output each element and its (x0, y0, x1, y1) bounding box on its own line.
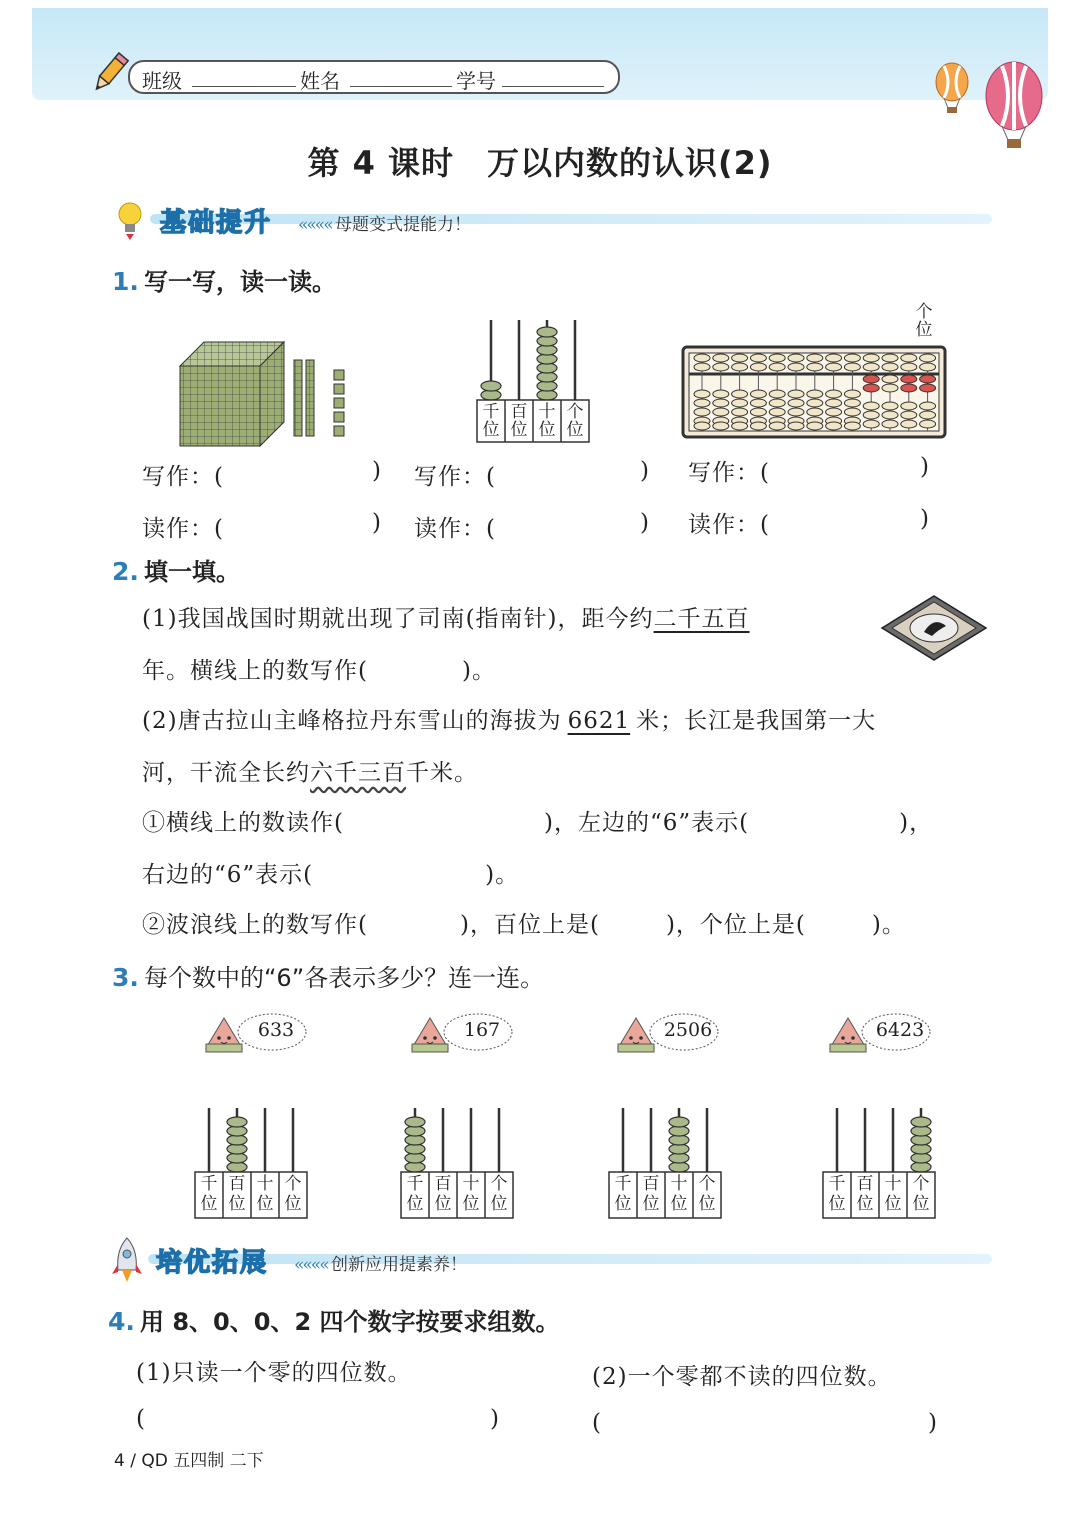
q3-place-label: 个位 (490, 1174, 508, 1214)
q3-place-label: 十位 (462, 1174, 480, 1214)
abacus-lower-bead (901, 375, 917, 383)
abacus-lower-bead (807, 390, 823, 398)
q1-a-read-close: ) (372, 510, 382, 536)
abacus-lower-bead (732, 390, 748, 398)
q1-c-read-open: 读作：( (688, 512, 770, 538)
abacus-upper-bead (882, 363, 898, 371)
section-slogan-2: «««« 创新应用提素养！ (294, 1255, 468, 1275)
abacus-lower-bead (713, 399, 729, 407)
thousand-cube (180, 342, 284, 446)
abacus-lower-bead (713, 408, 729, 416)
q2-p1-text-c: )。 (461, 658, 496, 684)
q3-place-label: 百位 (642, 1174, 660, 1214)
abacus-lower-bead (844, 390, 860, 398)
abacus-lower-bead (750, 422, 766, 430)
abacus-upper-bead (694, 354, 710, 362)
q3-place-label: 个位 (698, 1174, 716, 1214)
q1-label-hundreds: 百位 (510, 402, 528, 440)
abacus-lower-bead (920, 375, 936, 383)
pencil-icon (90, 50, 130, 96)
q1-label-tens: 十位 (538, 402, 556, 440)
abacus-lower-bead (920, 402, 936, 410)
q4-sub1-close: ) (490, 1406, 500, 1432)
q2-s1-text-a: ①横线上的数读作( (142, 810, 344, 836)
q2-s1-text-d: 右边的“6”表示( (142, 862, 314, 888)
q3-number-value: 6423 (875, 1019, 925, 1041)
unit-cubes (334, 370, 344, 436)
q1-c-write-close: ) (920, 454, 930, 480)
abacus-lower-bead (807, 422, 823, 430)
page-footer: 4 / QD 五四制 二下 (114, 1451, 264, 1471)
abacus-upper-bead (769, 363, 785, 371)
q2-s1-text-b: )，左边的“6”表示( (543, 810, 750, 836)
q1-a-write-close: ) (372, 458, 382, 484)
abacus-upper-bead (750, 354, 766, 362)
q2-s2-text-a: ②波浪线上的数写作( (142, 912, 368, 938)
q2-s1-line2 (142, 856, 519, 889)
abacus-lower-bead (769, 422, 785, 430)
section-title: 基础提升 (160, 208, 273, 238)
q1-b-write-close: ) (640, 458, 650, 484)
abacus-lower-bead (788, 399, 804, 407)
abacus-lower-bead (863, 411, 879, 419)
abacus-upper-bead (826, 363, 842, 371)
abacus-lower-bead (901, 402, 917, 410)
abacus-lower-bead (807, 408, 823, 416)
section-slogan-2-text: 创新应用提素养！ (331, 1255, 468, 1275)
q3-place-label: 十位 (670, 1174, 688, 1214)
section-slogan-text: 母题变式提能力！ (335, 215, 472, 235)
q3-place-label: 千位 (828, 1174, 846, 1214)
abacus-lower-bead (713, 422, 729, 430)
abacus-lower-bead (882, 384, 898, 392)
base-ten-blocks (176, 338, 352, 450)
student-info-bar (128, 60, 620, 94)
compass-sinan-icon (876, 590, 990, 662)
abacus-lower-bead (901, 384, 917, 392)
q2-s2-text-b: )，百位上是( (459, 912, 600, 938)
abacus-lower-bead (788, 408, 804, 416)
q1-b-write-open: 写作：( (414, 464, 496, 490)
q1-c-read-close: ) (920, 506, 930, 532)
q2-p1-text-b: 年。横线上的数写作( (142, 658, 368, 684)
abacus-lower-bead (750, 408, 766, 416)
q4-sub1-open: ( (136, 1406, 146, 1432)
class-label: 班级 (142, 69, 182, 93)
q4-sub2-open: ( (592, 1410, 602, 1436)
abacus-lower-bead (826, 399, 842, 407)
abacus-lower-bead (807, 399, 823, 407)
q2-s2-text-d: )。 (871, 912, 906, 938)
q3-number-value: 633 (257, 1019, 295, 1041)
q2-s2-text-c: )，个位上是( (665, 912, 806, 938)
abacus-lower-bead (713, 390, 729, 398)
abacus-lower-bead (732, 422, 748, 430)
q2-p2-text-c: 河，干流全长约 (142, 760, 310, 786)
q2-s1-line1 (142, 804, 933, 837)
abacus-lower-bead (882, 402, 898, 410)
q2-p2-underlined: 6621 (567, 708, 631, 734)
abacus-upper-bead (713, 354, 729, 362)
abacus-lower-bead (826, 408, 842, 416)
q3-place-label: 千位 (614, 1174, 632, 1214)
abacus-upper-bead (901, 363, 917, 371)
abacus-lower-bead (920, 420, 936, 428)
section-bar (150, 214, 992, 224)
lesson-title: 第 4 课时 万以内数的认识(2) (307, 144, 773, 182)
q4-sub2-close: ) (928, 1410, 938, 1436)
q3-heading (112, 958, 544, 993)
abacus-upper-bead (920, 354, 936, 362)
abacus-lower-bead (863, 384, 879, 392)
q1-label-thousands: 千位 (482, 402, 500, 440)
abacus-lower-bead (901, 411, 917, 419)
abacus-lower-bead (844, 408, 860, 416)
q2-p2-text-d: 千米。 (406, 760, 478, 786)
abacus-lower-bead (863, 402, 879, 410)
abacus-lower-bead (750, 399, 766, 407)
abacus-lower-bead (882, 411, 898, 419)
q4-heading (108, 1302, 560, 1337)
q1-b-read-open: 读作：( (414, 516, 496, 542)
q2-s1-text-e: )。 (485, 862, 520, 888)
q4-text: 用 8、0、0、2 四个数字按要求组数。 (140, 1308, 560, 1336)
q3-place-label: 千位 (200, 1174, 218, 1214)
q4-sub2-answer-blank[interactable] (616, 1408, 916, 1438)
q2-p2-text-b: 米；长江是我国第一大 (636, 708, 877, 734)
abacus-upper-bead (807, 363, 823, 371)
q1-a-read-open: 读作：( (142, 516, 224, 542)
q3-text: 每个数中的“6”各表示多少？连一连。 (144, 964, 545, 992)
lightbulb-icon (116, 200, 144, 240)
abacus-lower-bead (694, 399, 710, 407)
q3-place-label: 个位 (912, 1174, 930, 1214)
abacus-upper-bead (694, 363, 710, 371)
q2-p2-line2 (142, 754, 478, 787)
abacus-lower-bead (769, 408, 785, 416)
abacus-lower-bead (826, 390, 842, 398)
q2-p1-line2 (142, 652, 496, 685)
q2-p2-text-a: (2)唐古拉山主峰格拉丹东雪山的海拔为 (142, 708, 562, 734)
q1-b-read-close: ) (640, 510, 650, 536)
q3-place-label: 百位 (434, 1174, 452, 1214)
q3-place-label: 千位 (406, 1174, 424, 1214)
abacus-lower-bead (769, 390, 785, 398)
q2-p1-line1 (142, 600, 750, 633)
abacus-lower-bead (732, 399, 748, 407)
abacus-lower-bead (769, 399, 785, 407)
q2-text: 填一填。 (144, 558, 240, 586)
q2-p1-text-a: (1)我国战国时期就出现了司南(指南针)，距今约 (142, 606, 654, 632)
q1-text: 写一写，读一读。 (144, 268, 336, 296)
q2-s2-line (142, 906, 906, 939)
abacus-upper-bead (863, 354, 879, 362)
q3-number-value: 2506 (663, 1019, 713, 1041)
abacus-upper-bead (732, 354, 748, 362)
abacus-lower-bead (844, 422, 860, 430)
abacus-lower-bead (826, 422, 842, 430)
abacus-upper-bead (826, 354, 842, 362)
q4-sub2: (2)一个零都不读的四位数。 (592, 1364, 892, 1390)
q2-heading (112, 552, 240, 587)
abacus-lower-bead (901, 420, 917, 428)
section-bar-2 (148, 1254, 992, 1264)
q4-sub1: (1)只读一个零的四位数。 (136, 1360, 412, 1386)
abacus-lower-bead (863, 420, 879, 428)
abacus-upper-bead (769, 354, 785, 362)
q3-place-label: 十位 (884, 1174, 902, 1214)
abacus-lower-bead (882, 375, 898, 383)
q1-label-ones: 个位 (566, 402, 584, 440)
q4-sub1-answer-blank[interactable] (160, 1404, 480, 1434)
abacus-upper-bead (844, 363, 860, 371)
q1-a-write-open: 写作：( (142, 464, 224, 490)
abacus-lower-bead (920, 411, 936, 419)
abacus-lower-bead (788, 390, 804, 398)
abacus-lower-bead (788, 422, 804, 430)
q2-p2-line1 (142, 702, 876, 735)
q2-s1-text-c: )， (899, 810, 934, 836)
abacus-upper-bead (713, 363, 729, 371)
q4-number: 4. (108, 1307, 135, 1336)
abacus-upper-bead (844, 354, 860, 362)
q3-place-label: 百位 (856, 1174, 874, 1214)
q3-number: 3. (112, 963, 139, 992)
class-blank[interactable] (192, 86, 296, 87)
abacus-upper-bead (732, 363, 748, 371)
q1-number: 1. (112, 267, 139, 296)
abacus-lower-bead (920, 384, 936, 392)
section-slogan: «««« 母题变式提能力！ (298, 215, 472, 235)
id-blank[interactable] (502, 86, 604, 87)
q2-number: 2. (112, 557, 139, 586)
abacus-upper-bead (788, 354, 804, 362)
abacus-upper-bead (750, 363, 766, 371)
abacus-upper-bead (920, 363, 936, 371)
abacus-lower-bead (694, 390, 710, 398)
abacus-lower-bead (863, 375, 879, 383)
section-title-2: 培优拓展 (156, 1248, 269, 1278)
abacus-upper-bead (882, 354, 898, 362)
hundred-rods (294, 360, 314, 436)
id-label: 学号 (456, 69, 496, 93)
abacus-lower-bead (732, 408, 748, 416)
q3-number-value: 167 (463, 1019, 501, 1041)
q2-p2-wavy: 六千三百 (310, 760, 406, 786)
q3-place-label: 十位 (256, 1174, 274, 1214)
rocket-icon (112, 1236, 142, 1284)
abacus-lower-bead (882, 420, 898, 428)
abacus-lower-bead (694, 422, 710, 430)
q1-c-write-open: 写作：( (688, 460, 770, 486)
abacus-upper-bead (788, 363, 804, 371)
abacus-upper-bead (807, 354, 823, 362)
abacus-upper-bead (901, 354, 917, 362)
q2-p1-underlined: 二千五百 (653, 606, 750, 632)
abacus-ones-label: 个位 (915, 302, 933, 340)
abacus-lower-bead (844, 399, 860, 407)
abacus-upper-bead (863, 363, 879, 371)
q3-place-label: 百位 (228, 1174, 246, 1214)
name-label: 姓名 (300, 69, 340, 93)
name-blank[interactable] (350, 86, 452, 87)
abacus-lower-bead (750, 390, 766, 398)
chinese-abacus (680, 344, 950, 440)
abacus-lower-bead (694, 408, 710, 416)
q1-heading (112, 262, 336, 297)
q3-place-label: 个位 (284, 1174, 302, 1214)
